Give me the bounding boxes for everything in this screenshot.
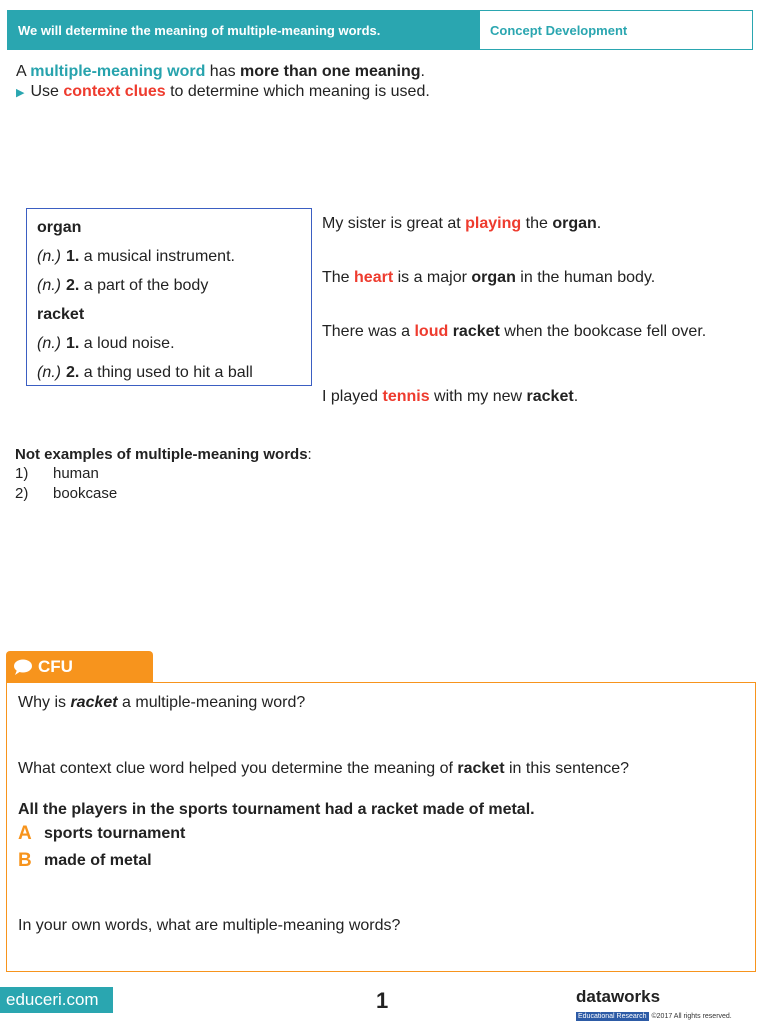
- text-segment: My sister is great at: [322, 215, 466, 232]
- copyright: ©2017 All rights reserved.: [651, 1013, 732, 1020]
- cfu-sentence: All the players in the sports tournament had a racket made of metal.: [18, 801, 535, 818]
- lesson-header: [7, 10, 753, 50]
- text-segment: Why is: [18, 694, 71, 711]
- text-segment: A: [16, 63, 31, 80]
- item-number: 1): [15, 465, 29, 482]
- definition-row: [37, 358, 301, 387]
- dataworks-logo: [576, 989, 732, 1023]
- definition-text: a thing used to hit a ball: [79, 363, 253, 381]
- definition-number: 2.: [66, 276, 80, 294]
- section-title: Concept Development: [490, 22, 628, 38]
- text-segment: is a major: [393, 269, 472, 286]
- definition-row: [37, 242, 301, 271]
- text-segment: I played: [322, 388, 383, 405]
- brand-subtitle: Educational Research: [578, 1013, 647, 1020]
- definition-line: [16, 62, 430, 82]
- example-sentence-4: [322, 387, 742, 407]
- part-of-speech: (n.): [37, 247, 61, 265]
- context-clue-line: [16, 82, 430, 103]
- word-racket: racket: [37, 305, 85, 323]
- entry-word: [37, 213, 301, 242]
- definition-number: 2.: [66, 363, 80, 381]
- entry-word: [37, 300, 301, 329]
- context-clue: loud: [414, 323, 449, 340]
- context-clue: playing: [465, 215, 522, 232]
- target-word: organ: [552, 215, 597, 232]
- context-clue: heart: [354, 269, 394, 286]
- concept-definition: [16, 62, 430, 103]
- word-organ: organ: [37, 218, 82, 236]
- target-word: racket: [70, 694, 118, 711]
- educeri-logo[interactable]: educeri.com: [0, 987, 113, 1013]
- example-sentence-2: [322, 268, 742, 288]
- text-segment: There was a: [322, 323, 415, 340]
- choice-text: made of metal: [44, 852, 152, 869]
- non-examples-title: [15, 446, 312, 464]
- answer-choice-b[interactable]: [18, 850, 152, 872]
- choice-letter: B: [18, 850, 32, 871]
- text-segment: .: [573, 388, 579, 405]
- text-segment: with my new: [429, 388, 527, 405]
- choice-text: sports tournament: [44, 825, 186, 842]
- example-sentence-1: [322, 214, 742, 234]
- text-segment: the: [521, 215, 553, 232]
- part-of-speech: (n.): [37, 363, 61, 381]
- text-segment: in the human body.: [515, 269, 656, 286]
- title-text: Not examples of multiple-meaning words: [15, 446, 308, 463]
- page-number: 1: [376, 988, 389, 1013]
- definition-text: a musical instrument.: [79, 247, 235, 265]
- text-segment: in this sentence?: [504, 760, 630, 777]
- cfu-tab: [6, 651, 153, 682]
- item-text: bookcase: [53, 485, 118, 502]
- key-term: multiple-meaning word: [30, 63, 206, 80]
- example-sentence-3: [322, 322, 742, 342]
- list-item: [15, 484, 312, 504]
- cfu-question-2: [18, 760, 629, 778]
- target-word: racket: [452, 323, 500, 340]
- definition-row: [37, 271, 301, 300]
- text-segment: has: [205, 63, 241, 80]
- speech-bubble-icon: [12, 658, 34, 676]
- definition-number: 1.: [66, 247, 80, 265]
- definition-text: a part of the body: [79, 276, 209, 294]
- choice-letter: A: [18, 823, 32, 844]
- title-colon: :: [307, 446, 312, 463]
- dictionary-box: [26, 208, 312, 386]
- cfu-label: CFU: [38, 656, 73, 676]
- text-segment: Use: [30, 83, 64, 100]
- text-segment: .: [420, 63, 425, 80]
- target-word: organ: [471, 269, 516, 286]
- part-of-speech: (n.): [37, 334, 61, 352]
- answer-choice-a[interactable]: [18, 823, 185, 845]
- text-segment: What context clue word helped you determine the meaning of: [18, 760, 458, 777]
- play-triangle-icon: ▶: [16, 87, 25, 99]
- definition-number: 1.: [66, 334, 80, 352]
- learning-objective: We will determine the meaning of multiple-meaning words.: [8, 11, 480, 49]
- cfu-question-3: In your own words, what are multiple-meaning words?: [18, 917, 401, 934]
- brand-name: dataworks: [576, 987, 661, 1006]
- definition-row: [37, 329, 301, 358]
- cfu-question-1: [18, 694, 305, 712]
- text-segment: to determine which meaning is used.: [165, 83, 430, 100]
- context-clue: tennis: [382, 388, 430, 405]
- non-examples: [15, 446, 312, 504]
- cfu-box: [6, 682, 756, 972]
- target-word: racket: [457, 760, 505, 777]
- emphasis-text: more than one meaning: [240, 63, 421, 80]
- text-segment: when the bookcase fell over.: [499, 323, 707, 340]
- target-word: racket: [526, 388, 574, 405]
- definition-text: a loud noise.: [79, 334, 175, 352]
- item-number: 2): [15, 485, 29, 502]
- text-segment: .: [596, 215, 602, 232]
- part-of-speech: (n.): [37, 276, 61, 294]
- list-item: [15, 464, 312, 484]
- text-segment: a multiple-meaning word?: [117, 694, 306, 711]
- context-clues-term: context clues: [63, 83, 166, 100]
- item-text: human: [53, 465, 99, 482]
- text-segment: The: [322, 269, 355, 286]
